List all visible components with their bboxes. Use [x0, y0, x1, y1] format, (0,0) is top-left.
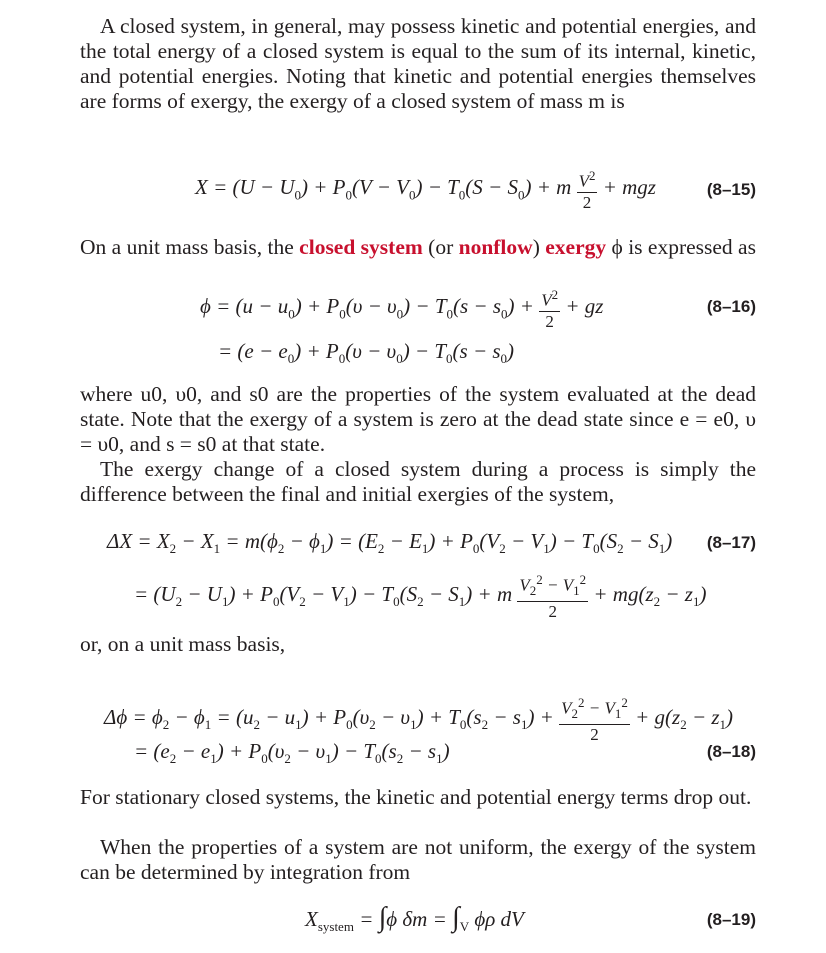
paragraph-stationary: For stationary closed systems, the kinetic and potential energy terms drop out. — [80, 785, 752, 809]
paragraph-exergy-change: The exergy change of a closed system during a process is simply the difference between the final and initial exergies of the system, — [80, 457, 756, 506]
paragraph-or-unit-mass: or, on a unit mass basis, — [80, 632, 286, 656]
equation-8-15: $X = (U - U_0) + P_0(V - V_0) - T_0(S - S_0) + m$ $\frac{V^2}{2}$ + mgz — [195, 168, 656, 212]
equation-8-17-line1: $\Delta X = X_2 - X_1 = m(\phi_2 - \phi_1) = (E_2 - E_1) + P_0(V_2 - V_1) - T_0(S_2 - S_1)$ — [107, 529, 673, 557]
term-closed-system: closed system — [299, 235, 423, 259]
equation-8-19: $X_{system} = \int\phi$ $\delta m = \int_V$ ϕρ dV — [305, 902, 524, 935]
equation-8-17-line2: = $(U_2 - U_1) + P_0(V_2 - V_1) - T_0(S_2 - S_1) + m$ $\frac{V_2^2 - V_1^2}{2}$ + $mg(z_2 - z_1)$ — [134, 572, 707, 622]
equation-number-8-18: (8–18) — [706, 742, 756, 761]
equation-8-16-line1: $\phi = (u - u_0) + P_0(\upsilon - \upsilon_0) - T_0(s - s_0)$ + $\frac{V^2}{2}$ + gz — [200, 287, 604, 331]
equation-8-18-line1: $\Delta\phi = \phi_2 - \phi_1 = (u_2 - u_1) + P_0(\upsilon_2 - \upsilon_1) + T_0(s_2 - s_1)$ + $\frac{V_2^2 - V_1^2}{2}$ + $g(z_2 - z_1)$ — [104, 695, 734, 745]
term-exergy: exergy — [545, 235, 607, 259]
equation-number-8-19: (8–19) — [706, 910, 756, 929]
term-nonflow: nonflow — [458, 235, 533, 259]
equation-number-8-16: (8–16) — [706, 297, 756, 316]
equation-number-8-15: (8–15) — [706, 180, 756, 199]
paragraph-dead-state: where u0, υ0, and s0 are the properties of the system evaluated at the dead state. Note that the exergy of a system is zero at the dead state since e = e0, υ = υ0, and s = s0 at that state. — [80, 382, 756, 456]
paragraph-nonuniform: When the properties of a system are not uniform, the exergy of the system can be determined by integration from — [80, 835, 756, 884]
equation-number-8-17: (8–17) — [706, 533, 756, 552]
paragraph-intro: A closed system, in general, may possess kinetic and potential energies, and the total energy of a closed system is equal to the sum of its internal, kinetic, and potential energies. Noting that kinetic and potential energies themselves are forms of exergy, the exergy of a closed system of mass m is — [80, 14, 756, 113]
paragraph-unit-mass: On a unit mass basis, the closed system (or nonflow) exergy ϕ is expressed as — [80, 235, 756, 259]
equation-8-18-line2: = $(e_2 - e_1) + P_0(\upsilon_2 - \upsilon_1) - T_0(s_2 - s_1)$ — [134, 739, 450, 767]
equation-8-16-line2: = $(e - e_0) + P_0(\upsilon - \upsilon_0) - T_0(s - s_0)$ — [218, 339, 515, 367]
